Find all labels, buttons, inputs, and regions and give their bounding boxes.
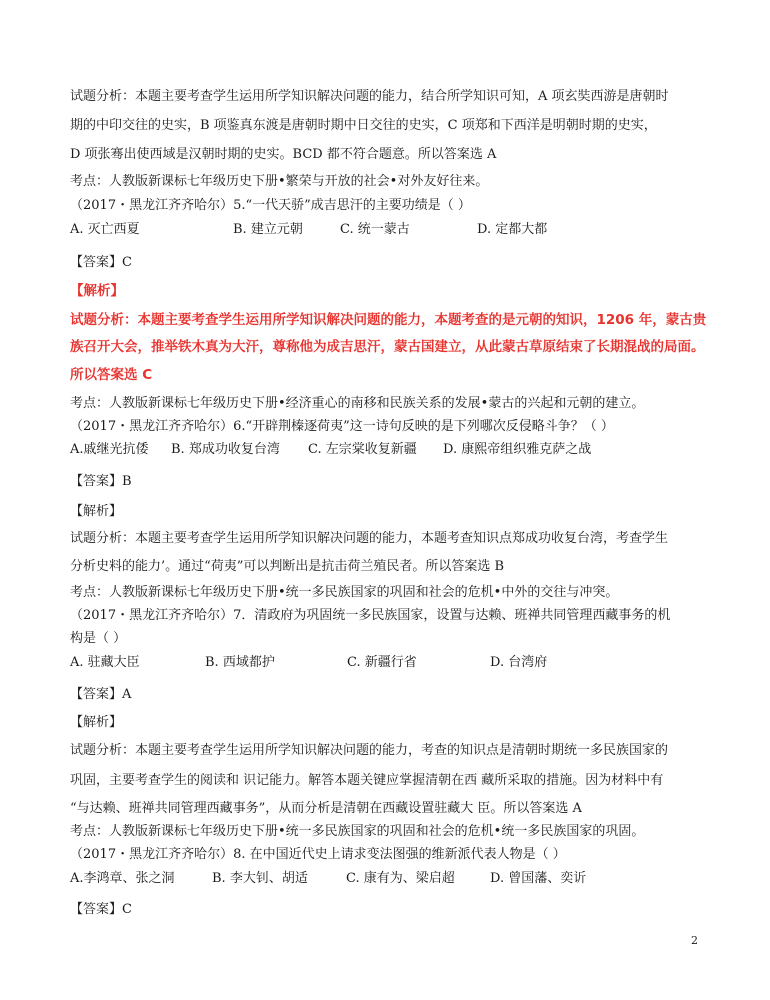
q8-option-a: A.李鸿章、张之洞 [70,871,175,886]
q7-answer: 【答案】A [70,687,132,702]
q5-option-d: D. 定都大都 [477,222,548,237]
q8-option-d: D. 曾国藩、奕䜣 [490,871,587,886]
q6-option-b: B. 郑成功收复台湾 [171,442,280,457]
q8-option-b: B. 李大钊、胡适 [212,871,308,886]
q8-options [70,870,710,888]
q7-analysis-line3: “与达赖、班禅共同管理西藏事务”，从而分析是清朝在西藏设置驻藏大 臣。所以答案选 A [70,801,582,816]
q6-option-d: D. 康熙帝组织雅克萨之战 [443,442,592,457]
q5-option-a: A. 灭亡西夏 [70,222,140,237]
q5-options [70,221,710,239]
q7-kaodian: 考点：人教版新课标七年级历史下册•统一多民族国家的巩固和社会的危机•统一多民族国家的巩固。 [70,824,645,839]
q5-analysis-line1: 试题分析：本题主要考查学生运用所学知识解决问题的能力，本题考查的是元朝的知识，1206 年，蒙古贵 [70,312,707,328]
q5-answer: 【答案】C [70,255,132,270]
q7-stem-line2: 构是（ ） [70,631,127,646]
q7-analysis-line2: 巩固，主要考查学生的阅读和 识记能力。解答本题关键应掌握清朝在西 藏所采取的措施。因为材料中有 [70,773,664,788]
q7-jiexi-label: 【解析】 [70,715,123,730]
q6-stem: （2017・黑龙江齐齐哈尔）6.“开辟荆榛逐荷夷”这一诗句反映的是下列哪次反侵略斗争？（ ） [70,419,614,434]
q6-analysis-line2: 分析史料的能力’。通过“荷夷”可以判断出是抗击荷兰殖民者。所以答案选 B [70,559,505,574]
q5-option-b: B. 建立元朝 [233,222,303,237]
q6-option-a: A.戚继光抗倭 [70,442,149,457]
q7-option-d: D. 台湾府 [490,655,548,670]
q5-stem: （2017・黑龙江齐齐哈尔）5.“一代天骄”成吉思汗的主要功绩是（ ） [70,198,471,213]
q5-analysis-line3: 所以答案选 C [70,367,153,383]
q4-kaodian: 考点：人教版新课标七年级历史下册•繁荣与开放的社会•对外友好往来。 [70,174,489,189]
q8-answer: 【答案】C [70,902,132,917]
q5-jiexi-label: 【解析】 [70,283,124,299]
q8-stem: （2017・黑龙江齐齐哈尔）8. 在中国近代史上请求变法图强的维新派代表人物是（ ） [70,847,566,862]
q6-kaodian: 考点：人教版新课标七年级历史下册•统一多民族国家的巩固和社会的危机•中外的交往与冲突。 [70,585,619,600]
q4-analysis-line2: 期的中印交往的史实，B 项鉴真东渡是唐朝时期中日交往的史实，C 项郑和下西洋是明朝时期的史实， [70,118,657,133]
q5-analysis-line2: 族召开大会，推举铁木真为大汗，尊称他为成吉思汗，蒙古国建立，从此蒙古草原结束了长期混战的局面。 [70,339,705,355]
q7-options [70,654,710,672]
q7-option-b: B. 西域都护 [205,655,275,670]
q6-options [70,441,710,459]
q6-answer: 【答案】B [70,474,132,489]
q5-kaodian: 考点：人教版新课标七年级历史下册•经济重心的南移和民族关系的发展•蒙古的兴起和元朝的建立。 [70,396,645,411]
q7-analysis-line1: 试题分析：本题主要考查学生运用所学知识解决问题的能力，考查的知识点是清朝时期统一多民族国家的 [70,743,669,758]
q6-option-c: C. 左宗棠收复新疆 [308,442,417,457]
q8-option-c: C. 康有为、梁启超 [346,871,455,886]
q7-option-c: C. 新疆行省 [347,655,417,670]
q7-option-a: A. 驻藏大臣 [70,655,140,670]
q6-analysis-line1: 试题分析：本题主要考查学生运用所学知识解决问题的能力，本题考查知识点郑成功收复台湾，考查学生 [70,531,669,546]
q7-stem-line1: （2017・黑龙江齐齐哈尔）7．清政府为巩固统一多民族国家，设置与达赖、班禅共同管理西藏事务的机 [70,608,671,623]
q4-analysis-line1: 试题分析：本题主要考查学生运用所学知识解决问题的能力，结合所学知识可知，A 项玄奘西游是唐朝时 [70,89,669,104]
q6-jiexi-label: 【解析】 [70,504,123,519]
q4-analysis-line3: D 项张骞出使西域是汉朝时期的史实。BCD 都不符合题意。所以答案选 A [70,147,497,162]
q5-option-c: C. 统一蒙古 [340,222,410,237]
page-number: 2 [691,934,698,947]
